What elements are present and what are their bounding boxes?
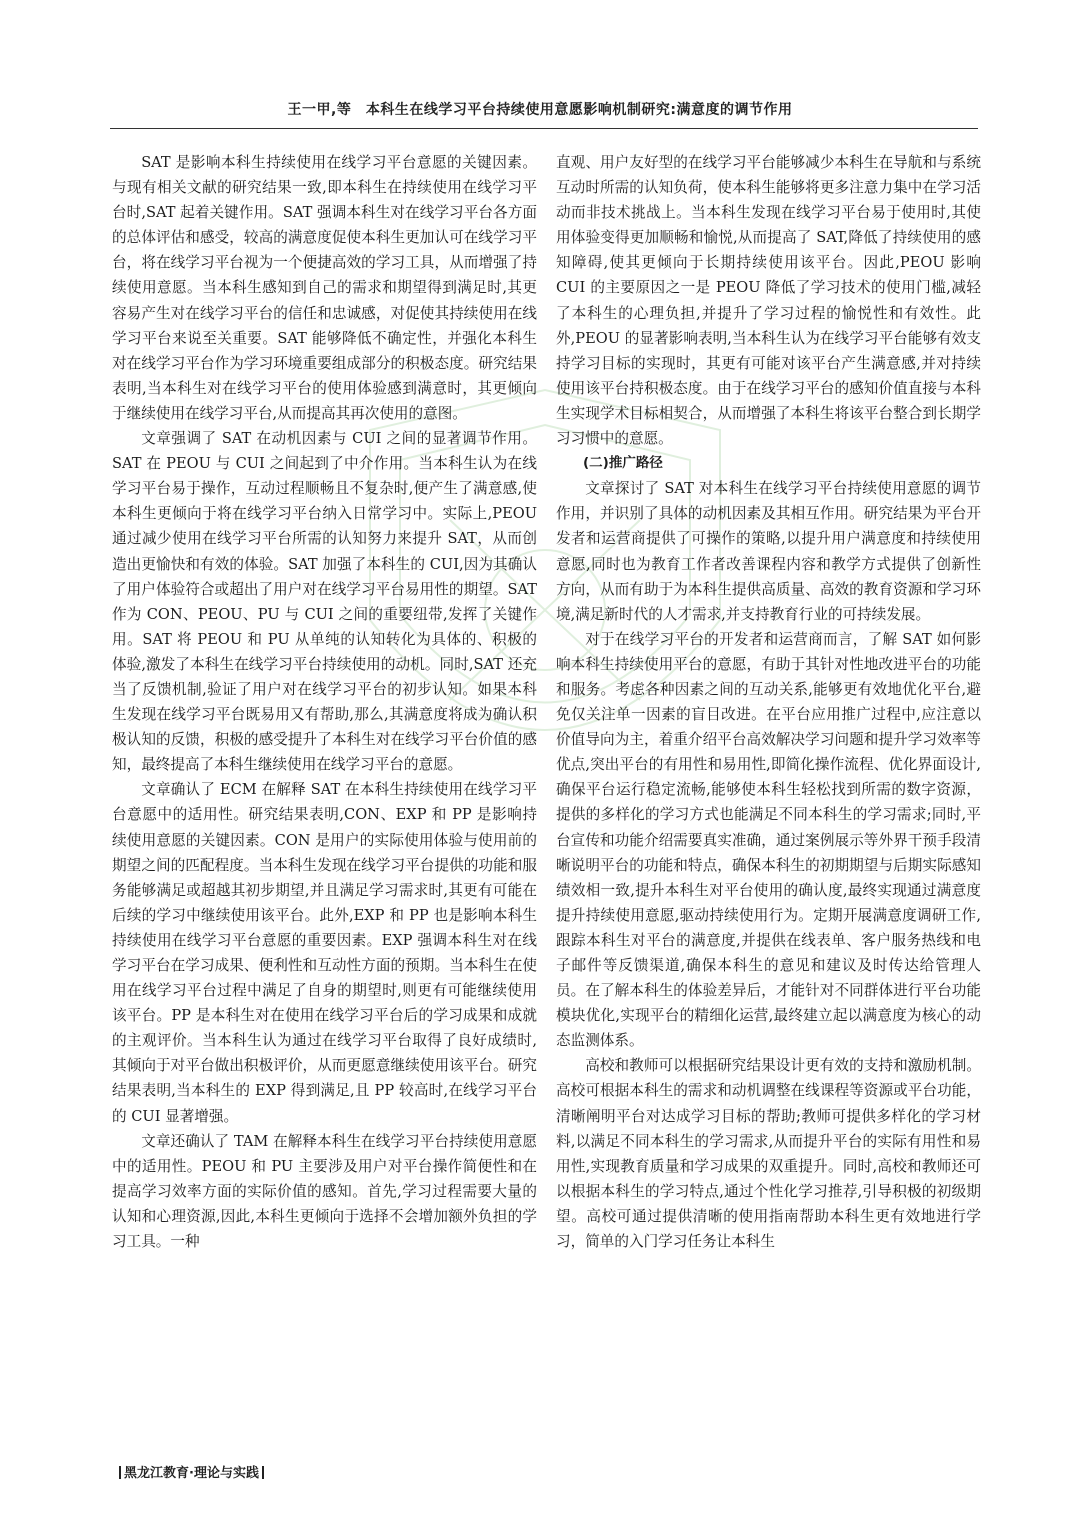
paragraph: 文章还确认了 TAM 在解释本科生在线学习平台持续使用意愿中的适用性。PEOU 和 PU 主要涉及用户对平台操作简便性和在提高学习效率方面的实际价值的感知。首先,学习过程需要大量的认知和心理资源,因此,本科生更倾向于选择不会增加额外负担的学习工具。一种 [112,1132,537,1251]
paragraph-continuation: 直观、用户友好型的在线学习平台能够减少本科生在导航和与系统互动时所需的认知负荷，使本科生能够将更多注意力集中在学习活动而非技术挑战上。当本科生发现在线学习平台易于使用时,其使用体验变得更加顺畅和愉悦,从而提高了 SAT,降低了持续使用的感知障碍,使其更倾向于长期持续使用该平台。因此,PEOU 影响 CUI 的主要原因之一是 PEOU 降低了学习技术的使用门槛,减轻了本科生的心理负担,并提升了学习过程的愉悦性和有效性。此外,PEOU 的显著影响表明,当本科生认为在线学习平台能够有效支持学习目标的实现时，其更有可能对该平台产生满意感,并对持续使用该平台持积极态度。由于在线学习平台的感知价值直接与本科生实现学术目标相契合，从而增强了本科生将该平台整合到长期学习习惯中的意愿。 [556,154,981,448]
footer-bar-right [262,1466,264,1479]
right-column [556,150,981,1254]
paragraph: 文章确认了 ECM 在解释 SAT 在本科生持续使用在线学习平台意愿中的适用性。研究结果表明,CON、EXP 和 PP 是影响持续使用意愿的关键因素。CON 是用户的实际使用体验与使用前的期望之间的匹配程度。当本科生发现在线学习平台提供的功能和服务能够满足或超越其初步期望,并且满足学习需求时,其更有可能在后续的学习中继续使用该平台。此外,EXP 和 PP 也是影响本科生持续使用在线学习平台意愿的重要因素。EXP 强调本科生对在线学习平台在学习成果、便利性和互动性方面的预期。当本科生在使用在线学习平台过程中满足了自身的期望时,则更有可能继续使用该平台。PP 是本科生对在使用在线学习平台后的学习成果和成就的主观评价。当本科生认为通过在线学习平台取得了良好成绩时,其倾向于对平台做出积极评价，从而更愿意继续使用该平台。研究结果表明,当本科生的 EXP 得到满足,且 PP 较高时,在线学习平台的 CUI 显著增强。 [112,781,537,1125]
paragraph: 对于在线学习平台的开发者和运营商而言，了解 SAT 如何影响本科生持续使用平台的意愿，有助于其针对性地改进平台的功能和服务。考虑各种因素之间的互动关系,能够更有效地优化平台,避免仅关注单一因素的盲目改进。在平台应用推广过程中,应注意以价值导向为主，着重介绍平台高效解决学习问题和提升学习效率等优点,突出平台的有用性和易用性,即简化操作流程、优化界面设计,确保平台运行稳定流畅,能够使本科生轻松找到所需的数字资源，提供的多样化的学习方式也能满足不同本科生的学习需求;同时,平台宣传和功能介绍需要真实准确，通过案例展示等外界干预手段清晰说明平台的功能和特点，确保本科生的初期期望与后期实际感知绩效相一致,提升本科生对平台使用的确认度,最终实现通过满意度提升持续使用意愿,驱动持续使用行为。定期开展满意度调研工作,跟踪本科生对平台的满意度,并提供在线表单、客户服务热线和电子邮件等反馈渠道,确保本科生的意见和建议及时传达给管理人员。在了解本科生的体验差异后，才能针对不同群体进行平台功能模块优化,实现平台的精细化运营,最终建立起以满意度为核心的动态监测体系。 [556,630,981,1050]
paragraph: SAT 是影响本科生持续使用在线学习平台意愿的关键因素。与现有相关文献的研究结果一致,即本科生在持续使用在线学习平台时,SAT 起着关键作用。SAT 强调本科生对在线学习平台各方面的总体评估和感受，较高的满意度促使本科生更加认可在线学习平台，将在线学习平台视为一个便捷高效的学习工具，从而增强了持续使用意愿。当本科生感知到自己的需求和期望得到满足时,其更容易产生对在线学习平台的信任和忠诚感，对促使其持续使用在线学习平台来说至关重要。SAT 能够降低不确定性，并强化本科生对在线学习平台作为学习环境重要组成部分的积极态度。研究结果表明,当本科生对在线学习平台的使用体验感到满意时，其更倾向于继续使用在线学习平台,从而提高其再次使用的意图。 [112,154,537,422]
paragraph: 文章强调了 SAT 在动机因素与 CUI 之间的显著调节作用。SAT 在 PEOU 与 CUI 之间起到了中介作用。当本科生认为在线学习平台易于操作，互动过程顺畅且不复杂时,便产生了满意感,使本科生更倾向于将在线学习平台纳入日常学习中。实际上,PEOU 通过减少使用在线学习平台所需的认知努力来提升 SAT，从而创造出更愉快和有效的体验。SAT 加强了本科生的 CUI,因为其确认了用户体验符合或超出了用户对在线学习平台易用性的期望。SAT 作为 CON、PEOU、PU 与 CUI 之间的重要纽带,发挥了关键作用。SAT 将 PEOU 和 PU 从单纯的认知转化为具体的、积极的体验,激发了本科生在线学习平台持续使用的动机。同时,SAT 还充当了反馈机制,验证了用户对在线学习平台的初步认知。如果本科生发现在线学习平台既易用又有帮助,那么,其满意度将成为确认积极认知的反馈，积极的感受提升了本科生对在线学习平台价值的感知，最终提高了本科生继续使用在线学习平台的意愿。 [112,430,537,774]
journal-name: 黑龙江教育·理论与实践 [124,1466,259,1481]
section-subheading: (二)推广路径 [583,455,663,472]
header-rule [110,128,978,129]
paragraph: 高校和教师可以根据研究结果设计更有效的支持和激励机制。高校可根据本科生的需求和动机调整在线课程等资源或平台功能，清晰阐明平台对达成学习目标的帮助;教师可提供多样化的学习材料,以满足不同本科生的学习需求,从而提升平台的实际有用性和易用性,实现教育质量和学习成果的双重提升。同时,高校和教师还可以根据本科生的学习特点,通过个性化学习推荐,引导积极的初级期望。高校可通过提供清晰的使用指南帮助本科生更有效地进行学习，简单的入门学习任务让本科生 [556,1057,981,1251]
paragraph: 文章探讨了 SAT 对本科生在线学习平台持续使用意愿的调节作用，并识别了具体的动机因素及其相互作用。研究结果为平台开发者和运营商提供了可操作的策略,以提升用户满意度和持续使用意愿,同时也为教育工作者改善课程内容和教学方式提供了创新性方向，从而有助于为本科生提供高质量、高效的教育资源和学习环境,满足新时代的人才需求,并支持教育行业的可持续发展。 [556,480,981,623]
running-header [0,99,1080,127]
left-column [112,150,537,1254]
page-footer [116,1462,267,1481]
footer-bar-left [119,1466,121,1479]
running-title: 王一甲,等 本科生在线学习平台持续使用意愿影响机制研究:满意度的调节作用 [287,102,793,118]
